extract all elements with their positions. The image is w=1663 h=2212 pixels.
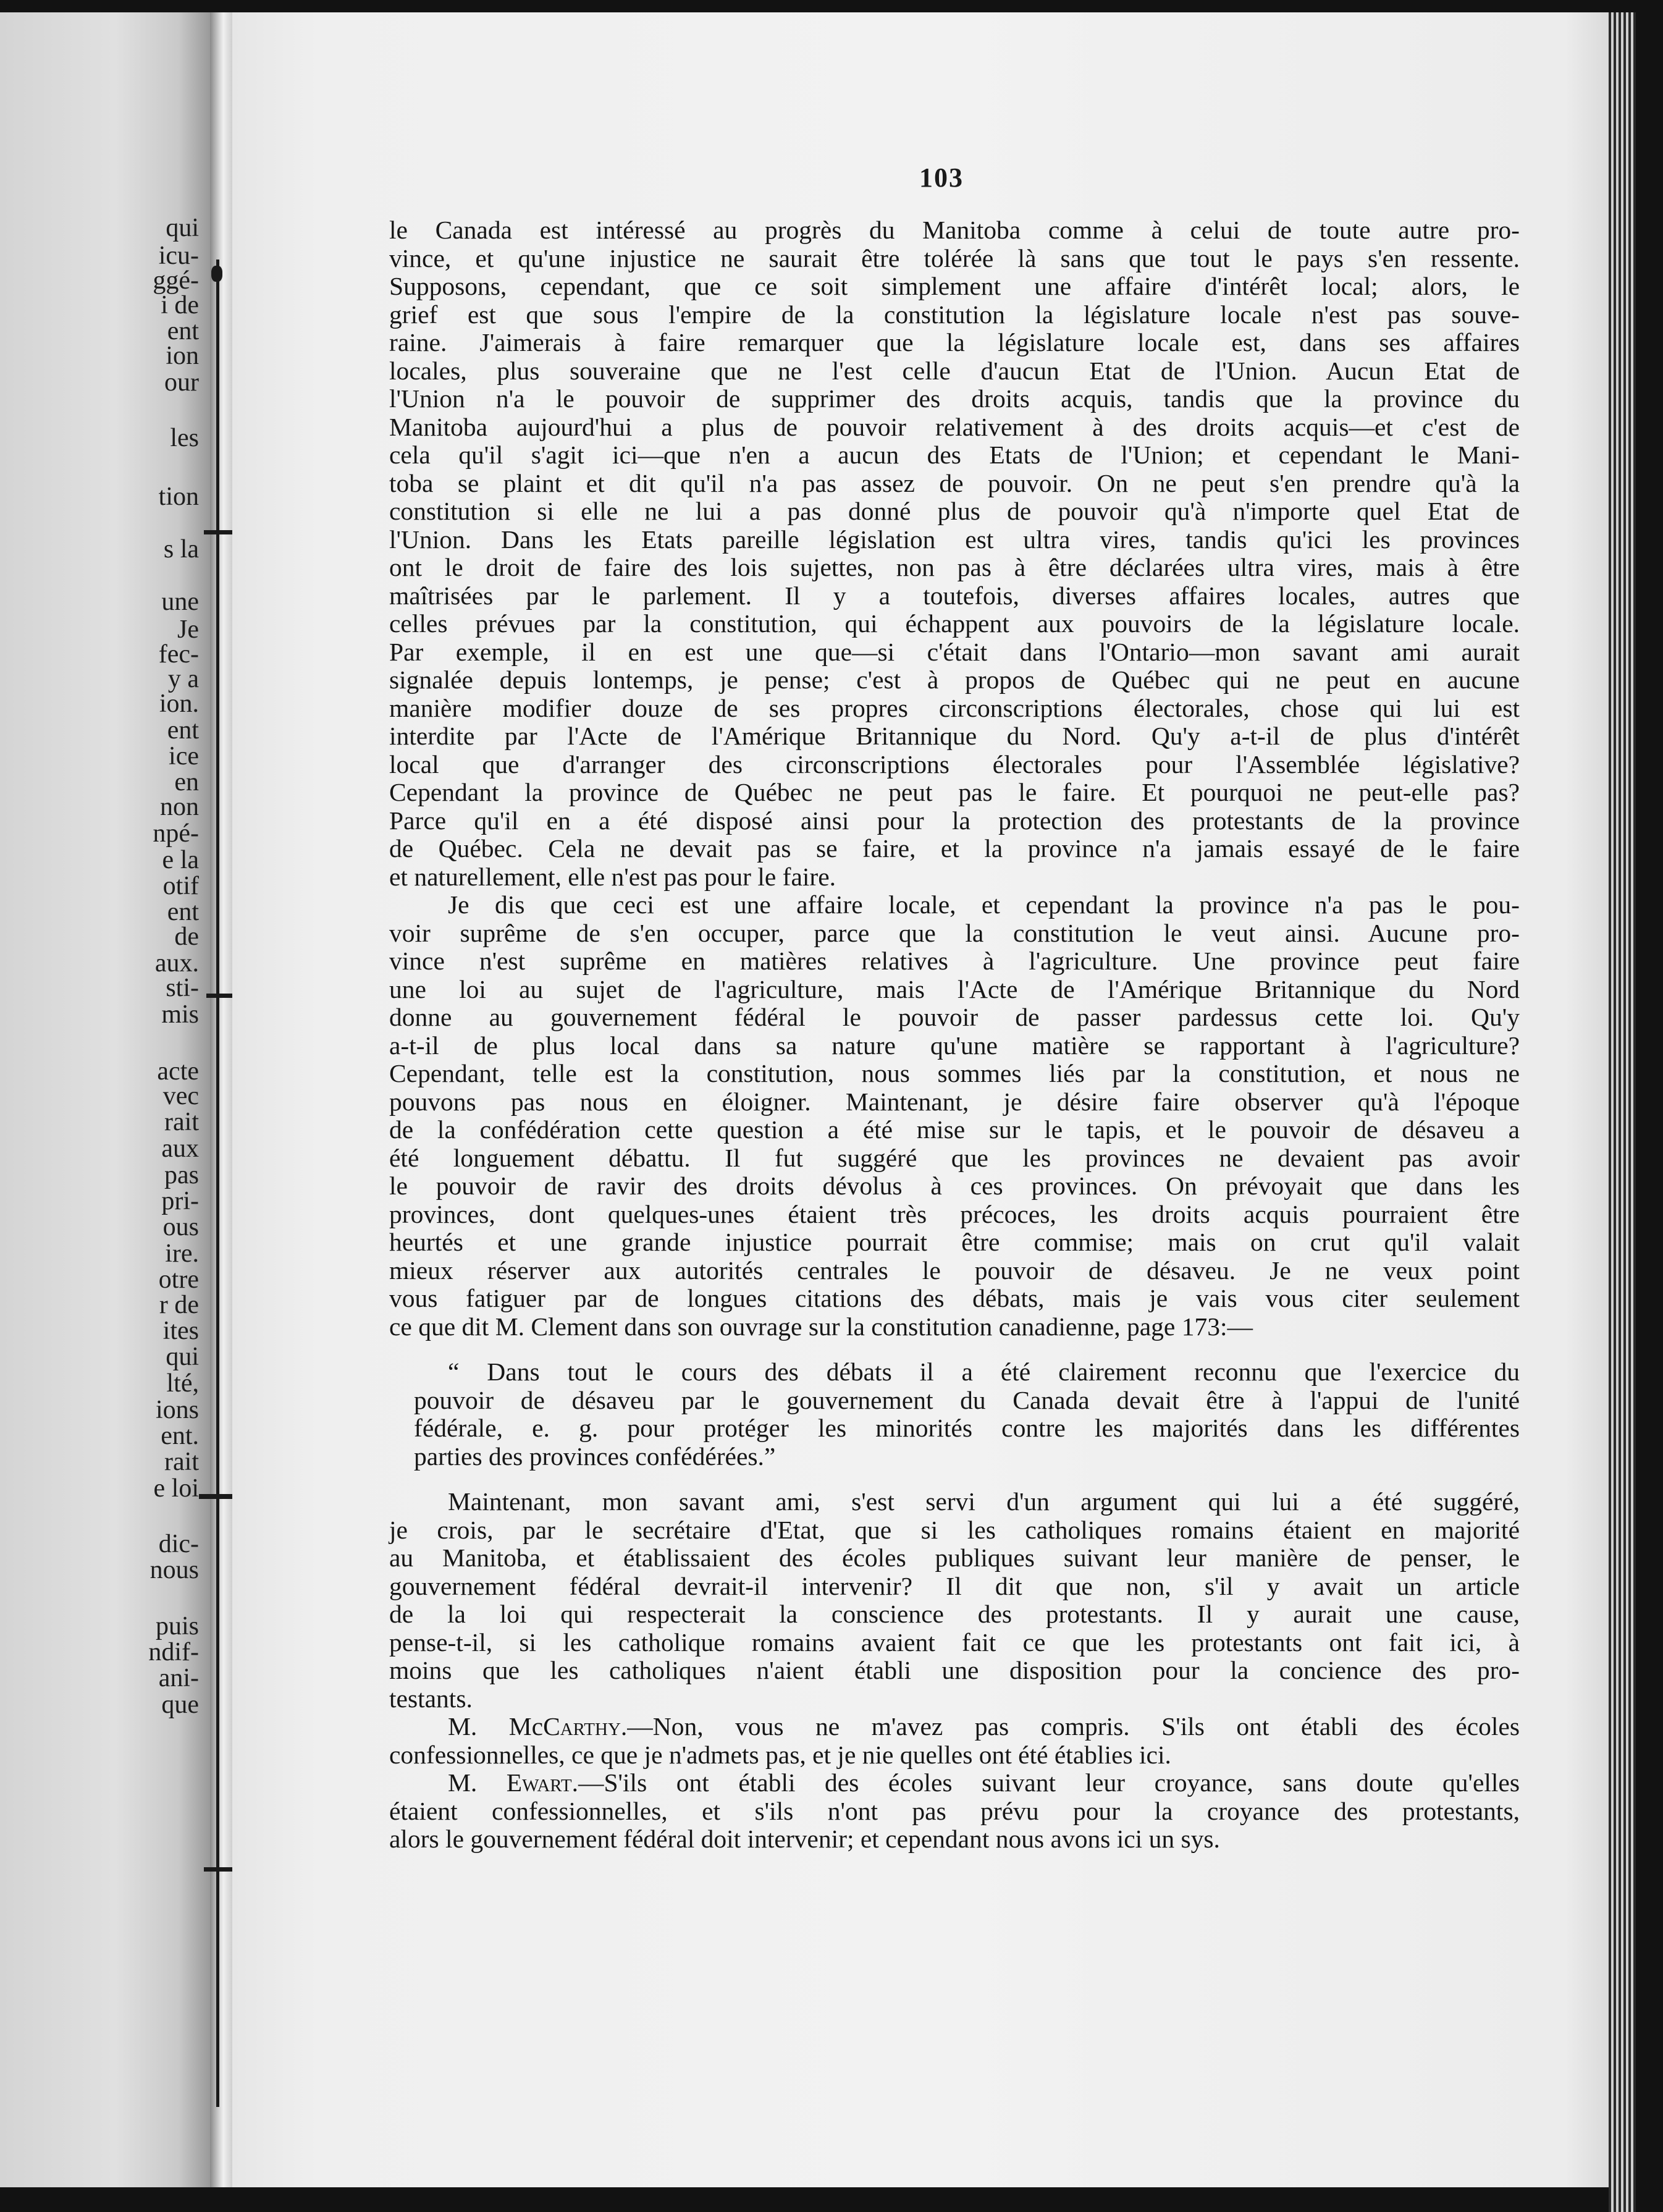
text-line: gouvernement fédéral devrait-il intervenir? Il dit que non, s'il y avait un article [389, 1571, 1520, 1600]
left-margin-fragment: r de [159, 1291, 199, 1319]
text-line: raine. J'aimerais à faire remarquer que la législature locale est, dans ses affaires [389, 328, 1520, 357]
speaker-prefix: M. E [448, 1768, 523, 1797]
left-margin-fragment: rait [164, 1108, 199, 1136]
text-line: été longuement débattu. Il fut suggéré que les provinces ne devaient pas avoir [389, 1143, 1520, 1172]
left-margin-fragment: ent. [161, 1422, 199, 1450]
text-line: voir suprême de s'en occuper, parce que la constitution le veut ainsi. Aucune pro- [389, 918, 1520, 947]
text-line: vous fatiguer par de longues citations des débats, mais je vais vous citer seulement [389, 1284, 1520, 1312]
left-margin-fragment: en [174, 768, 199, 796]
block-quote [389, 1358, 1520, 1471]
paragraph-1 [389, 216, 1520, 891]
left-margin-fragment: ndif- [148, 1638, 199, 1666]
text-line: de Québec. Cela ne devait pas se faire, et la province n'a jamais essayé de le faire [389, 834, 1520, 863]
left-margin-fragment: lté, [166, 1369, 199, 1398]
left-margin-fragment: npé- [153, 819, 199, 848]
text-line: manière modifier douze de ses propres circonscriptions électorales, chose qui lui est [389, 693, 1520, 722]
page-body [389, 216, 1520, 1854]
text-line: l'Union. Dans les Etats pareille législation est ultra vires, tandis qu'ici les provinces [389, 525, 1520, 554]
text-line: ont le droit de faire des lois sujettes, non pas à être déclarées ultra vires, mais à être [389, 553, 1520, 581]
text-line: vince n'est suprême en matières relatives à l'agriculture. Une province peut faire [389, 947, 1520, 975]
left-margin-fragment: que [161, 1691, 199, 1719]
left-margin-fragment: vec [162, 1082, 199, 1110]
left-margin-fragment: aux [161, 1134, 199, 1163]
left-margin-fragment: ions [155, 1396, 199, 1424]
paragraph-2 [389, 891, 1520, 1341]
text-line: mieux réserver aux autorités centrales le pouvoir de désaveu. Je ne veux point [389, 1256, 1520, 1285]
binding-thread [216, 260, 219, 2107]
left-margin-fragment: ani- [158, 1664, 199, 1692]
text-line: “ Dans tout le cours des débats il a été clairement reconnu que l'exercice du [448, 1357, 1520, 1386]
speech-text: .—S'ils ont établi des écoles suivant leur croyance, sans doute qu'elles [571, 1768, 1520, 1797]
text-line: interdite par l'Acte de l'Amérique Britannique du Nord. Qu'y a-t-il de plus d'intérêt [389, 722, 1520, 750]
left-margin-fragment: rait [164, 1448, 199, 1476]
text-line: Je dis que ceci est une affaire locale, et cependant la province n'a pas le pou- [448, 890, 1520, 919]
page-number: 103 [919, 163, 964, 193]
left-margin-fragment: our [164, 368, 199, 397]
left-margin-fragment: tion [158, 483, 199, 511]
left-margin-fragment: ion. [159, 690, 199, 718]
left-margin-fragment: ites [162, 1317, 199, 1345]
binding-stitch [211, 266, 222, 282]
text-line: grief est que sous l'empire de la constitution la législature locale n'est pas souve- [389, 300, 1520, 329]
left-margin-fragment: ent [167, 898, 199, 926]
text-line: signalée depuis lontemps, je pense; c'est à propos de Québec qui ne peut en aucune [389, 665, 1520, 694]
book-gutter [210, 12, 232, 2187]
left-margin-fragment: otre [158, 1265, 199, 1294]
text-line: constitution si elle ne lui a pas donné plus de pouvoir qu'à n'importe quel Etat de [389, 497, 1520, 525]
text-line: et naturellement, elle n'est pas pour le faire. [389, 862, 836, 891]
text-line: étaient confessionnelles, et s'ils n'ont pas prévu pour la croyance des protestants, [389, 1796, 1520, 1825]
left-margin-fragment: de [174, 922, 199, 951]
text-line: Supposons, cependant, que ce soit simplement une affaire d'intérêt local; alors, le [389, 272, 1520, 300]
left-margin-fragment: puis [155, 1612, 199, 1640]
text-line: donne au gouvernement fédéral le pouvoir de passer pardessus cette loi. Qu'y [389, 1003, 1520, 1031]
text-line: une loi au sujet de l'agriculture, mais l'Acte de l'Amérique Britannique du Nord [389, 974, 1520, 1003]
speaker-prefix: M. Mc [448, 1712, 544, 1741]
text-line: pouvoir de désaveu par le gouvernement du Canada devait être à l'appui de l'unité [414, 1385, 1520, 1414]
left-margin-fragment: Je [177, 615, 199, 644]
left-margin-fragment: s la [163, 535, 199, 564]
left-margin-fragment: ous [162, 1213, 199, 1241]
text-line: de la confédération cette question a été mise sur le tapis, et le pouvoir de désaveu a [389, 1115, 1520, 1144]
text-line: moins que les catholiques n'aient établi une disposition pour la concience des pro- [389, 1656, 1520, 1684]
left-margin-fragment: qui [166, 1343, 199, 1371]
left-margin-fragment: otif [162, 872, 199, 900]
left-margin-fragment: ion [166, 342, 199, 370]
left-margin-fragment: les [170, 424, 199, 452]
speaker-name: wart [522, 1768, 572, 1797]
left-margin-fragment: y a [167, 665, 199, 693]
left-margin-fragment: ent [167, 317, 199, 345]
text-line: Parce qu'il en a été disposé ainsi pour la protection des protestants de la province [389, 806, 1520, 835]
text-line: Cependant la province de Québec ne peut pas le faire. Et pourquoi ne peut-elle pas? [389, 778, 1520, 806]
speech-text: .—Non, vous ne m'avez pas compris. S'ils ont établi des écoles [620, 1712, 1520, 1741]
text-line: Manitoba aujourd'hui a plus de pouvoir relativement à des droits acquis—et c'est de [389, 412, 1520, 441]
text-line: fédérale, e. g. pour protéger les minorités contre les majorités dans les différentes [414, 1414, 1520, 1442]
left-margin-fragment: pas [164, 1161, 199, 1189]
left-margin-fragment: fec- [158, 640, 199, 669]
text-line: locales, plus souveraine que ne l'est celle d'aucun Etat de l'Union. Aucun Etat de [389, 356, 1520, 385]
paragraph-3 [389, 1488, 1520, 1713]
mccarthy-remark [389, 1713, 1520, 1769]
left-margin-fragment: qui [166, 214, 199, 242]
left-margin-fragment: ggé- [153, 266, 199, 295]
left-margin-fragment: i de [161, 291, 199, 319]
left-margin-fragment: nous [149, 1556, 199, 1584]
text-line: l'Union n'a le pouvoir de supprimer des droits acquis, tandis que la province du [389, 384, 1520, 413]
text-line: provinces, dont quelques-unes étaient très précoces, les droits acquis pourraient être [389, 1199, 1520, 1228]
left-margin-fragment: mis [161, 1000, 199, 1029]
text-line: confessionnelles, ce que je n'admets pas, et je nie quelles ont été établies ici. [389, 1740, 1171, 1769]
left-margin-fragment: e loi [153, 1474, 199, 1503]
text-line: alors le gouvernement fédéral doit intervenir; et cependant nous avons ici un sys. [389, 1825, 1220, 1853]
text-line: testants. [389, 1684, 473, 1713]
text-line: Cependant, telle est la constitution, nous sommes liés par la constitution, et nous ne [389, 1059, 1520, 1087]
text-line: Par exemple, il en est une que—si c'était dans l'Ontario—mon savant ami aurait [389, 637, 1520, 666]
page-edges [1609, 12, 1636, 2212]
left-margin-fragment: ire. [165, 1239, 199, 1268]
left-margin-fragment: ice [169, 742, 199, 770]
text-line: Maintenant, mon savant ami, s'est servi d'un argument qui lui a été suggéré, [448, 1487, 1520, 1516]
text-line: le pouvoir de ravir des droits dévolus à ces provinces. On prévoyait que dans les [389, 1171, 1520, 1200]
speaker-name: Carthy [543, 1712, 621, 1741]
text-line: a-t-il de plus local dans sa nature qu'une matière se rapportant à l'agriculture? [389, 1031, 1520, 1060]
text-line [389, 1713, 1520, 1741]
left-margin-fragment: sti- [166, 974, 199, 1002]
text-line: le Canada est intéressé au progrès du Manitoba comme à celui de toute autre pro- [389, 216, 1520, 244]
text-line: toba se plaint et dit qu'il n'a pas assez de pouvoir. On ne peut s'en prendre qu'à la [389, 468, 1520, 497]
text-line: local que d'arranger des circonscriptions électorales pour l'Assemblée législative? [389, 749, 1520, 779]
left-margin-fragment: dic- [158, 1530, 199, 1558]
text-line: pense-t-il, si les catholique romains avaient fait ce que les protestants ont fait ici, à [389, 1627, 1520, 1657]
left-page-strip [0, 12, 210, 2187]
text-line [389, 1769, 1520, 1797]
ewart-remark [389, 1769, 1520, 1854]
left-margin-fragment: ent [167, 716, 199, 745]
text-line: vince, et qu'une injustice ne saurait être tolérée là sans que tout le pays s'en ressente. [389, 243, 1520, 272]
left-margin-fragment: acte [157, 1057, 199, 1086]
text-line: celles prévues par la constitution, qui échappent aux pouvoirs de la législature locale. [389, 609, 1520, 638]
text-line: ce que dit M. Clement dans son ouvrage sur la constitution canadienne, page 173:— [389, 1312, 1253, 1341]
left-margin-fragment: pri- [161, 1187, 199, 1215]
text-line: je crois, par le secrétaire d'Etat, que si les catholiques romains étaient en majorité [389, 1515, 1520, 1544]
text-line: pouvons pas nous en éloigner. Maintenant, je désire faire observer qu'à l'époque [389, 1087, 1520, 1116]
text-line: parties des provinces confédérées.” [414, 1442, 776, 1471]
left-margin-text [112, 12, 199, 2187]
left-margin-fragment: aux. [154, 949, 199, 977]
left-margin-fragment: non [160, 793, 199, 821]
text-line: heurtés et une grande injustice pourrait être commise; mais on crut qu'il valait [389, 1228, 1520, 1256]
text-line: au Manitoba, et établissaient des écoles publiques suivant leur manière de penser, le [389, 1543, 1520, 1572]
text-line: de la loi qui respecterait la conscience des protestants. Il y aurait une cause, [389, 1600, 1520, 1628]
left-margin-fragment: une [161, 588, 199, 616]
text-line: maîtrisées par le parlement. Il y a toutefois, diverses affaires locales, autres que [389, 581, 1520, 610]
left-margin-fragment: icu- [158, 242, 199, 270]
left-margin-fragment: e la [162, 846, 199, 874]
text-line: cela qu'il s'agit ici—que n'en a aucun des Etats de l'Union; et cependant le Mani- [389, 441, 1520, 469]
